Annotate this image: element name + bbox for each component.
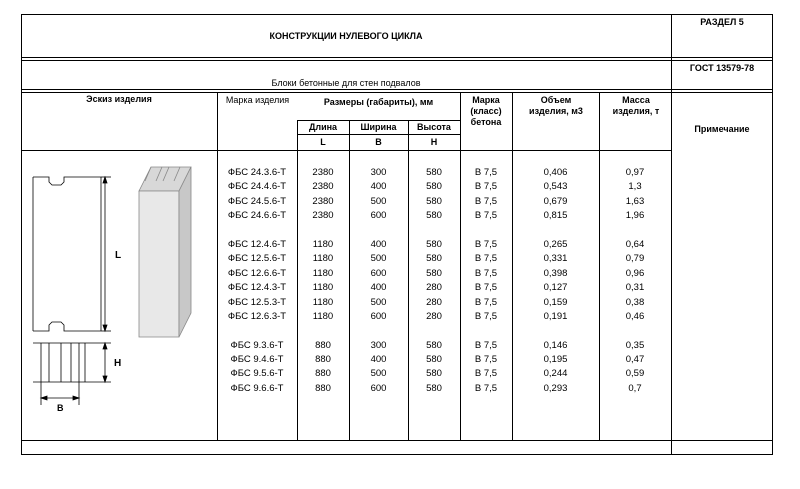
cell-mark: ФБС 12.4.6-Т	[227, 238, 287, 250]
cell-height: 280	[426, 310, 442, 322]
section-label: РАЗДЕЛ 5	[700, 17, 744, 27]
cell-mark: ФБС 12.5.3-Т	[227, 296, 287, 308]
cell-length: 880	[315, 354, 331, 366]
cell-volume: 0,331	[543, 253, 568, 265]
header-volume: Объем изделия, м3	[529, 95, 583, 116]
cell-mass: 0,31	[625, 282, 645, 294]
column-height	[408, 166, 460, 396]
cell-volume: 0,146	[543, 339, 568, 351]
cell-mark: ФБС 9.3.6-Т	[230, 339, 284, 351]
rule	[297, 134, 460, 135]
document-title: КОНСТРУКЦИИ НУЛЕВОГО ЦИКЛА	[269, 31, 423, 41]
cell-mass: 0,96	[625, 267, 645, 279]
cell-mass: 0,79	[625, 253, 645, 265]
cell-mark: ФБС 12.6.3-Т	[227, 310, 287, 322]
document-subtitle: Блоки бетонные для стен подвалов	[271, 78, 421, 88]
cell-grade: В 7,5	[474, 354, 498, 366]
cell-width: 400	[370, 354, 387, 366]
cell-grade: В 7,5	[474, 238, 498, 250]
cell-volume: 0,195	[543, 354, 568, 366]
cell-mark: ФБС 9.6.6-Т	[230, 382, 284, 394]
header-height: Высота	[417, 122, 451, 132]
cell-height: 580	[426, 195, 442, 207]
cell-volume: 0,265	[543, 238, 568, 250]
cell-length: 1180	[312, 296, 334, 308]
cell-grade: В 7,5	[474, 310, 498, 322]
group-spacer	[460, 224, 512, 238]
standard-label: ГОСТ 13579-78	[689, 63, 755, 73]
cell-width: 600	[370, 382, 387, 394]
cell-length: 2380	[312, 210, 334, 222]
cell-length: 1180	[312, 267, 334, 279]
cell-length: 2380	[312, 195, 334, 207]
cell-width: 500	[370, 253, 387, 265]
cell-height: 580	[426, 210, 442, 222]
cell-height: 580	[426, 382, 442, 394]
cell-width: 400	[370, 181, 387, 193]
rule	[21, 92, 773, 93]
cell-length: 880	[315, 368, 331, 380]
cell-height: 580	[426, 181, 442, 193]
cell-width: 600	[370, 210, 387, 222]
cell-volume: 0,398	[543, 267, 568, 279]
cell-length: 880	[315, 339, 331, 351]
group-spacer	[408, 224, 460, 238]
group-spacer	[460, 324, 512, 338]
cell-length: 880	[315, 382, 331, 394]
cell-grade: В 7,5	[474, 267, 498, 279]
sketch-label-h: H	[114, 358, 122, 369]
cell-volume: 0,244	[543, 368, 568, 380]
cell-width: 500	[370, 368, 387, 380]
header-width: Ширина	[360, 122, 397, 132]
group-spacer	[599, 324, 671, 338]
rule	[21, 440, 773, 441]
cell-height: 580	[426, 267, 442, 279]
sketch-label-b: B	[57, 403, 64, 413]
cell-height: 280	[426, 296, 442, 308]
cell-mass: 1,96	[625, 210, 645, 222]
cell-length: 1180	[312, 310, 334, 322]
cell-width: 300	[370, 167, 387, 178]
cell-grade: В 7,5	[474, 296, 498, 308]
header-width-symbol: В	[375, 137, 382, 147]
header-length: Длина	[308, 122, 338, 132]
group-spacer	[217, 224, 297, 238]
cell-length: 2380	[312, 167, 334, 178]
rule	[671, 14, 672, 455]
cell-width: 600	[370, 310, 387, 322]
header-mark: Марка изделия	[225, 95, 290, 105]
cell-mass: 0,47	[625, 354, 645, 366]
cell-volume: 0,406	[543, 167, 568, 178]
group-spacer	[599, 224, 671, 238]
group-spacer	[217, 324, 297, 338]
group-spacer	[512, 224, 599, 238]
cell-width: 400	[370, 282, 387, 294]
header-grade: Марка (класс) бетона	[470, 95, 502, 127]
cell-grade: В 7,5	[474, 368, 498, 380]
cell-height: 580	[426, 339, 442, 351]
header-height-symbol: Н	[430, 137, 438, 147]
cell-grade: В 7,5	[474, 181, 498, 193]
cell-height: 580	[426, 238, 442, 250]
cell-mark: ФБС 24.4.6-Т	[227, 181, 287, 193]
group-spacer	[349, 224, 408, 238]
cell-mark: ФБС 24.3.6-Т	[227, 167, 287, 178]
cell-mass: 0,38	[625, 296, 645, 308]
cell-grade: В 7,5	[474, 253, 498, 265]
cell-grade: В 7,5	[474, 282, 498, 294]
cell-mass: 0,46	[625, 310, 645, 322]
cell-grade: В 7,5	[474, 167, 498, 178]
cell-mark: ФБС 12.6.6-Т	[227, 267, 287, 279]
cell-width: 400	[370, 238, 387, 250]
column-width	[349, 166, 408, 396]
cell-height: 580	[426, 253, 442, 265]
cell-volume: 0,543	[543, 181, 568, 193]
group-spacer	[408, 324, 460, 338]
cell-mass: 1,63	[625, 195, 645, 207]
group-spacer	[297, 224, 349, 238]
cell-grade: В 7,5	[474, 382, 498, 394]
cell-mark: ФБС 12.4.3-Т	[227, 282, 287, 294]
header-note: Примечание	[694, 124, 750, 134]
cell-mass: 0,97	[625, 167, 645, 178]
cell-width: 500	[370, 296, 387, 308]
cell-mark: ФБС 24.5.6-Т	[227, 195, 287, 207]
cell-grade: В 7,5	[474, 210, 498, 222]
cell-mass: 0,64	[625, 238, 645, 250]
header-mass: Масса изделия, т	[612, 95, 660, 116]
cell-height: 280	[426, 282, 442, 294]
cell-volume: 0,191	[543, 310, 568, 322]
block-sketch	[21, 151, 217, 439]
cell-grade: В 7,5	[474, 339, 498, 351]
cell-grade: В 7,5	[474, 195, 498, 207]
cell-volume: 0,159	[543, 296, 568, 308]
cell-volume: 0,293	[543, 382, 568, 394]
header-sketch: Эскиз изделия	[86, 94, 152, 104]
cell-length: 1180	[312, 238, 334, 250]
cell-mark: ФБС 12.5.6-Т	[227, 253, 287, 265]
cell-mark: ФБС 24.6.6-Т	[227, 210, 287, 222]
column-length	[297, 166, 349, 396]
cell-volume: 0,127	[543, 282, 568, 294]
cell-height: 580	[426, 354, 442, 366]
cell-mass: 0,35	[625, 339, 645, 351]
column-mass	[599, 166, 671, 396]
cell-length: 2380	[312, 181, 334, 193]
sketch-label-l: L	[115, 250, 122, 261]
cell-mass: 0,7	[628, 382, 642, 394]
header-length-symbol: L	[320, 137, 326, 147]
cell-width: 600	[370, 267, 387, 279]
rule	[297, 120, 460, 121]
column-grade	[460, 166, 512, 396]
column-volume	[512, 166, 599, 396]
group-spacer	[297, 324, 349, 338]
column-mark	[217, 166, 297, 396]
cell-length: 1180	[312, 253, 334, 265]
cell-mass: 1,3	[628, 181, 642, 193]
rule	[21, 57, 773, 58]
rule	[21, 89, 773, 90]
cell-volume: 0,815	[543, 210, 568, 222]
group-spacer	[512, 324, 599, 338]
rule	[21, 60, 773, 61]
cell-mark: ФБС 9.4.6-Т	[230, 354, 284, 366]
cell-length: 1180	[312, 282, 334, 294]
cell-height: 580	[426, 167, 442, 178]
header-dims: Размеры (габариты), мм	[323, 97, 434, 107]
cell-mass: 0,59	[625, 368, 645, 380]
cell-width: 500	[370, 195, 387, 207]
cell-volume: 0,679	[543, 195, 568, 207]
group-spacer	[349, 324, 408, 338]
cell-height: 580	[426, 368, 442, 380]
cell-mark: ФБС 9.5.6-Т	[230, 368, 284, 380]
cell-width: 300	[370, 339, 387, 351]
